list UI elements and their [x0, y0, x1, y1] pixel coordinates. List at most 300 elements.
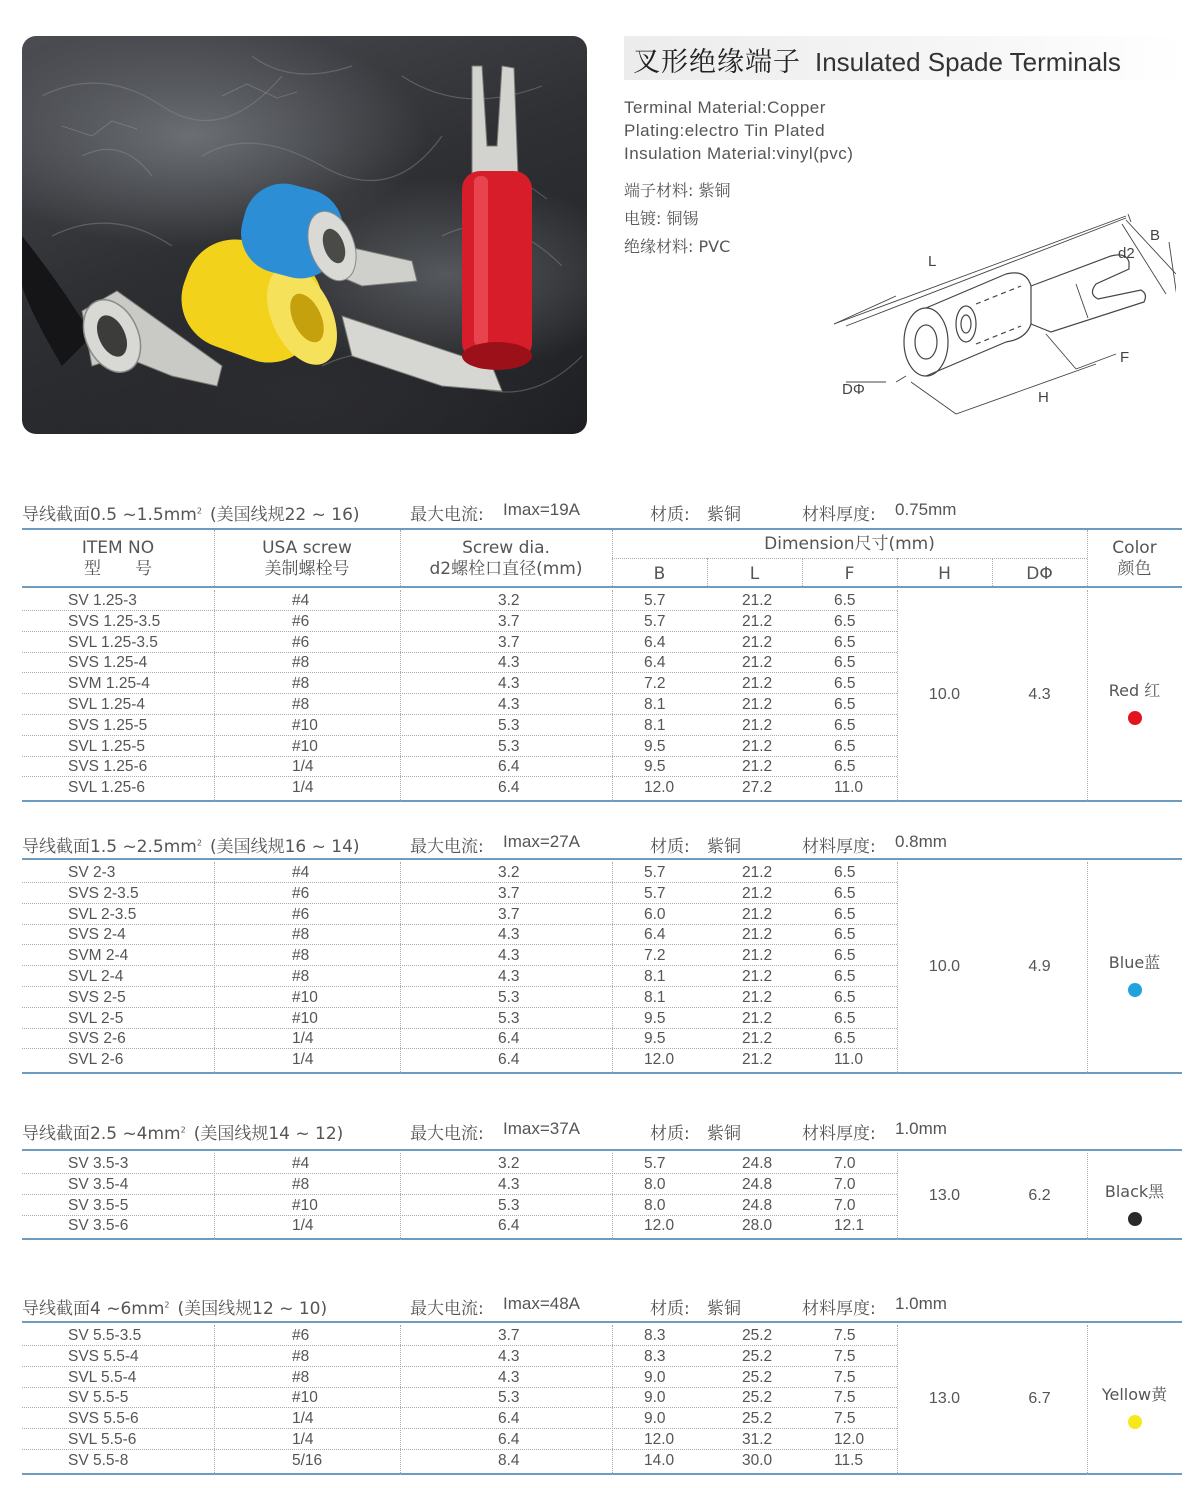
- item-no: SV 2-3: [68, 864, 116, 881]
- thickness-value: 0.75mm: [895, 500, 957, 519]
- spec-insulation: Insulation Material:vinyl(pvc): [624, 144, 854, 163]
- header-col-H: [897, 564, 992, 585]
- table-row: [22, 1215, 897, 1236]
- usa-screw: #8: [292, 675, 310, 693]
- material-value: 紫铜: [707, 837, 741, 857]
- dim-B: 8.3: [644, 1347, 666, 1365]
- screw-dia: 5.3: [498, 737, 520, 755]
- item-no: SVS 2-4: [68, 926, 126, 944]
- table-row: [22, 924, 897, 945]
- divider: [897, 558, 898, 586]
- usa-screw: #4: [292, 1155, 310, 1172]
- dim-B: 7.2: [644, 675, 666, 693]
- screw-dia: 4.3: [498, 696, 520, 713]
- current-label: 最大电流:: [410, 505, 484, 525]
- label-d2: d2: [1118, 245, 1135, 262]
- usa-screw: #8: [292, 926, 310, 944]
- dim-L: 24.8: [742, 1175, 773, 1193]
- dim-F: 6.5: [834, 926, 856, 944]
- screw-dia: 6.4: [498, 1431, 520, 1448]
- dim-B: 6.4: [644, 654, 666, 672]
- usa-screw: #10: [292, 1389, 318, 1407]
- header-col-D: [992, 564, 1087, 585]
- wire-size-text: 导线截面1.5 ~2.5mm: [22, 837, 197, 857]
- dim-B: 8.1: [644, 716, 666, 734]
- dim-L: 21.2: [742, 696, 773, 713]
- dim-B: 8.1: [644, 988, 666, 1006]
- dim-F: 6.5: [834, 1009, 856, 1027]
- divider: [707, 558, 708, 586]
- item-no: SVS 2-5: [68, 988, 126, 1006]
- table-row: [22, 1325, 897, 1346]
- thickness-label: 材料厚度:: [802, 1124, 876, 1144]
- dim-B: 5.7: [644, 884, 666, 902]
- label-D: DΦ: [842, 381, 865, 398]
- screw-dia: 3.2: [498, 864, 520, 881]
- usa-screw: 1/4: [292, 1410, 314, 1428]
- dim-L: 24.8: [742, 1155, 773, 1172]
- dim-F: 7.0: [834, 1175, 856, 1193]
- product-photo: [22, 36, 587, 434]
- dim-L: 21.2: [742, 758, 773, 776]
- dim-B: 9.0: [644, 1389, 666, 1407]
- screw-dia: 6.4: [498, 1030, 520, 1048]
- dim-F: 6.5: [834, 737, 856, 755]
- screw-dia: 4.3: [498, 926, 520, 944]
- item-no: SVS 1.25-5: [68, 716, 148, 734]
- dim-L: 21.2: [742, 716, 773, 734]
- dim-F: 6.5: [834, 716, 856, 734]
- screw-dia: 3.2: [498, 592, 520, 609]
- usa-screw: #10: [292, 988, 318, 1006]
- dim-F: 6.5: [834, 675, 856, 693]
- section-header: [22, 1119, 1182, 1145]
- header-color: [1087, 538, 1182, 580]
- header-screw-dia-line: d2螺栓口直径(mm): [429, 559, 583, 579]
- table-row: [22, 1346, 897, 1367]
- header-color-line: Color: [1112, 538, 1157, 558]
- dim-F: 6.5: [834, 758, 856, 776]
- dim-F: 6.5: [834, 905, 856, 923]
- usa-screw: #10: [292, 737, 318, 755]
- item-no: SVL 2-4: [68, 968, 124, 985]
- dim-L: 21.2: [742, 864, 773, 881]
- dim-L: 25.2: [742, 1410, 773, 1428]
- dim-F: 6.5: [834, 968, 856, 985]
- dim-B: 9.0: [644, 1368, 666, 1386]
- table-body: [22, 590, 1182, 802]
- thickness-label: 材料厚度:: [802, 1299, 876, 1319]
- item-no: SVS 2-6: [68, 1030, 126, 1048]
- screw-dia: 4.3: [498, 968, 520, 985]
- spec-cn-plating: 电镀: 铜锡: [624, 209, 699, 228]
- table-row: [22, 1153, 897, 1174]
- dim-L: 21.2: [742, 905, 773, 923]
- awg-range: (美国线规22 ~ 16): [209, 505, 360, 525]
- current-label: 最大电流:: [410, 1299, 484, 1319]
- color-dot: [1128, 1212, 1142, 1226]
- dim-L: 25.2: [742, 1368, 773, 1386]
- table-row: [22, 736, 897, 757]
- dim-L: 21.2: [742, 988, 773, 1006]
- dim-L: 21.2: [742, 633, 773, 651]
- usa-screw: #8: [292, 1368, 310, 1386]
- item-no: SVL 2-6: [68, 1051, 124, 1069]
- material-value: 紫铜: [707, 505, 741, 525]
- usa-screw: #10: [292, 716, 318, 734]
- dim-B: 8.0: [644, 1175, 666, 1193]
- dim-F: 6.5: [834, 884, 856, 902]
- header-screw-dia: [400, 538, 612, 580]
- screw-dia: 8.4: [498, 1451, 520, 1469]
- dim-D: 6.7: [1028, 1389, 1051, 1407]
- title-en: Insulated Spade Terminals: [815, 47, 1121, 77]
- divider: [1087, 530, 1088, 586]
- section-header: [22, 500, 1182, 526]
- item-no: SV 5.5-5: [68, 1389, 129, 1407]
- color-label: Yellow黄: [1101, 1384, 1168, 1404]
- item-no: SVS 5.5-4: [68, 1347, 139, 1365]
- table-body: [22, 1325, 1182, 1475]
- dim-H: 10.0: [928, 958, 961, 975]
- title-cn: 叉形绝缘端子: [633, 47, 801, 78]
- spec-table: [22, 858, 1182, 1074]
- usa-screw: #6: [292, 612, 310, 630]
- dim-F: 11.0: [834, 779, 864, 797]
- screw-dia: 5.3: [498, 1389, 520, 1407]
- dim-B: 9.0: [644, 1410, 666, 1428]
- spec-table: [22, 528, 1182, 802]
- dim-L: 21.2: [742, 675, 773, 693]
- screw-dia: 6.4: [498, 1410, 520, 1428]
- dim-F: 7.0: [834, 1155, 856, 1172]
- usa-screw: #8: [292, 1175, 310, 1193]
- color-dot: [1128, 983, 1142, 997]
- item-no: SV 3.5-6: [68, 1217, 129, 1235]
- thickness-value: 1.0mm: [895, 1119, 947, 1138]
- dim-B: 8.1: [644, 696, 666, 713]
- header-col-D-line: DΦ: [1026, 564, 1053, 584]
- section-header: [22, 1294, 1182, 1320]
- screw-dia: 3.7: [498, 612, 520, 630]
- header-col-B-line: B: [653, 564, 666, 584]
- color-dot: [1128, 1415, 1142, 1429]
- usa-screw: #4: [292, 864, 310, 881]
- screw-dia: 6.4: [498, 1217, 520, 1235]
- dim-B: 6.4: [644, 926, 666, 944]
- dim-B: 14.0: [644, 1451, 675, 1469]
- dim-B: 12.0: [644, 1431, 675, 1448]
- item-no: SV 5.5-8: [68, 1451, 129, 1469]
- usa-screw: 1/4: [292, 1431, 314, 1448]
- table-row: [22, 590, 897, 611]
- table-row: [22, 673, 897, 694]
- wire-size-superscript: 2: [180, 1125, 186, 1135]
- dim-F: 6.5: [834, 988, 856, 1006]
- item-no: SV 3.5-5: [68, 1196, 129, 1214]
- dim-F: 6.5: [834, 864, 856, 881]
- dim-L: 25.2: [742, 1327, 773, 1344]
- dim-F: 6.5: [834, 947, 856, 965]
- dim-L: 31.2: [742, 1431, 773, 1448]
- usa-screw: 1/4: [292, 779, 314, 797]
- dim-H: 10.0: [928, 686, 961, 703]
- usa-screw: #6: [292, 633, 310, 651]
- spec-plating: Plating:electro Tin Plated: [624, 121, 826, 140]
- table-row: [22, 904, 897, 925]
- dim-L: 21.2: [742, 1051, 773, 1069]
- table-body: [22, 1153, 1182, 1240]
- item-no: SVM 2-4: [68, 947, 129, 965]
- item-no: SVL 5.5-4: [68, 1368, 137, 1386]
- dim-B: 6.0: [644, 905, 666, 923]
- screw-dia: 3.7: [498, 1327, 520, 1344]
- dim-F: 6.5: [834, 633, 856, 651]
- wire-size: [22, 832, 360, 857]
- table-row: [22, 862, 897, 883]
- dim-B: 6.4: [644, 633, 666, 651]
- table-header: [22, 530, 1182, 588]
- table-row: [22, 1174, 897, 1195]
- label-F: F: [1120, 349, 1130, 366]
- screw-dia: 5.3: [498, 1196, 520, 1214]
- dim-B: 5.7: [644, 864, 666, 881]
- table-row: [22, 652, 897, 673]
- header-item-no: [22, 538, 214, 580]
- header-col-L-line: L: [749, 564, 760, 584]
- table-row: [22, 987, 897, 1008]
- dim-F: 12.1: [834, 1217, 865, 1235]
- header-item-no-line: 型 号: [84, 559, 152, 579]
- color-cell: [1087, 678, 1182, 725]
- usa-screw: #8: [292, 1347, 310, 1365]
- dim-B: 7.2: [644, 947, 666, 965]
- dim-B: 12.0: [644, 1051, 675, 1069]
- table-body: [22, 862, 1182, 1074]
- color-label: Black黑: [1104, 1181, 1165, 1201]
- color-cell: [1087, 950, 1182, 997]
- dim-L: 24.8: [742, 1196, 773, 1214]
- table-row: [22, 966, 897, 987]
- table-row: [22, 777, 897, 798]
- dim-L: 25.2: [742, 1347, 773, 1365]
- material-label: 材质:: [650, 505, 690, 525]
- header-col-F-line: F: [844, 564, 855, 584]
- material-label: 材质:: [650, 1124, 690, 1144]
- usa-screw: #4: [292, 592, 310, 609]
- dim-B: 5.7: [644, 1155, 666, 1172]
- screw-dia: 6.4: [498, 758, 520, 776]
- dim-F: 7.5: [834, 1389, 856, 1407]
- screw-dia: 4.3: [498, 1347, 520, 1365]
- header-usa-screw-line: 美制螺栓号: [264, 559, 350, 579]
- dim-L: 21.2: [742, 968, 773, 985]
- screw-dia: 5.3: [498, 1009, 520, 1027]
- table-row: [22, 1028, 897, 1049]
- wire-size: [22, 1294, 327, 1319]
- screw-dia: 6.4: [498, 779, 520, 797]
- item-no: SVL 2-3.5: [68, 905, 137, 923]
- header-color-line: 颜色: [1117, 559, 1152, 579]
- item-no: SV 3.5-3: [68, 1155, 129, 1172]
- usa-screw: #8: [292, 696, 310, 713]
- terminals-illustration: [22, 36, 587, 434]
- color-label: Blue蓝: [1108, 953, 1161, 972]
- material-value: 紫铜: [707, 1299, 741, 1319]
- header-usa-screw: [214, 538, 400, 580]
- dim-F: 11.0: [834, 1051, 864, 1069]
- table-row: [22, 715, 897, 736]
- awg-range: (美国线规14 ~ 12): [193, 1124, 344, 1144]
- usa-screw: #6: [292, 884, 310, 902]
- item-no: SV 1.25-3: [68, 592, 137, 609]
- table-row: [22, 945, 897, 966]
- item-no: SVL 1.25-3.5: [68, 633, 158, 651]
- item-no: SVS 1.25-6: [68, 758, 148, 776]
- dim-L: 21.2: [742, 1030, 773, 1048]
- divider: [612, 558, 1087, 559]
- table-row: [22, 883, 897, 904]
- usa-screw: #8: [292, 654, 310, 672]
- screw-dia: 3.7: [498, 905, 520, 923]
- screw-dia: 3.2: [498, 1155, 520, 1172]
- dim-L: 30.0: [742, 1451, 773, 1469]
- dim-D: 4.9: [1028, 958, 1051, 975]
- item-no: SVL 1.25-6: [68, 779, 145, 797]
- awg-range: (美国线规12 ~ 10): [177, 1299, 328, 1319]
- screw-dia: 4.3: [498, 1368, 520, 1386]
- table-row: [22, 632, 897, 653]
- dim-F: 6.5: [834, 1030, 856, 1048]
- item-no: SVM 1.25-4: [68, 675, 150, 693]
- wire-size-text: 导线截面4 ~6mm: [22, 1299, 165, 1319]
- dim-H: 13.0: [928, 1186, 961, 1204]
- dim-L: 21.2: [742, 926, 773, 944]
- divider: [400, 530, 401, 586]
- color-cell: [1087, 1179, 1182, 1226]
- material-label: 材质:: [650, 837, 690, 857]
- dim-B: 8.0: [644, 1196, 666, 1214]
- thickness-value: 0.8mm: [895, 832, 947, 851]
- dim-F: 11.5: [834, 1451, 864, 1469]
- screw-dia: 4.3: [498, 947, 520, 965]
- current-value: Imax=37A: [503, 1119, 581, 1138]
- dim-L: 28.0: [742, 1217, 773, 1235]
- usa-screw: #6: [292, 1327, 310, 1344]
- current-label: 最大电流:: [410, 837, 484, 857]
- dim-H: 13.0: [928, 1389, 961, 1407]
- current-label: 最大电流:: [410, 1124, 484, 1144]
- header-item-no-line: ITEM NO: [81, 538, 155, 558]
- thickness-label: 材料厚度:: [802, 837, 876, 857]
- table-row: [22, 694, 897, 715]
- dim-F: 6.5: [834, 696, 856, 713]
- label-H: H: [1038, 389, 1049, 406]
- item-no: SV 5.5-3.5: [68, 1327, 142, 1344]
- spec-cn-terminal-material: 端子材料: 紫铜: [624, 181, 731, 200]
- wire-size-superscript: 2: [196, 506, 202, 516]
- divider: [992, 558, 993, 586]
- header-dimension: [612, 534, 1087, 555]
- header-usa-screw-line: USA screw: [262, 538, 352, 558]
- item-no: SV 3.5-4: [68, 1175, 129, 1193]
- color-cell: [1087, 1382, 1182, 1429]
- dim-F: 6.5: [834, 592, 856, 609]
- dim-B: 9.5: [644, 737, 666, 755]
- table-row: [22, 1049, 897, 1070]
- dim-D: 4.3: [1028, 686, 1051, 703]
- dim-L: 21.2: [742, 612, 773, 630]
- label-B: B: [1150, 227, 1161, 244]
- screw-dia: 4.3: [498, 1175, 520, 1193]
- spec-cn-insulation: 绝缘材料: PVC: [624, 237, 731, 256]
- dim-B: 12.0: [644, 779, 675, 797]
- table-row: [22, 1387, 897, 1408]
- table-row: [22, 1195, 897, 1216]
- dim-B: 9.5: [644, 1009, 666, 1027]
- dim-L: 27.2: [742, 779, 773, 797]
- section-header: [22, 832, 1182, 858]
- header-col-L: [707, 564, 802, 585]
- wire-size-text: 导线截面2.5 ~4mm: [22, 1124, 181, 1144]
- dim-B: 12.0: [644, 1217, 675, 1235]
- screw-dia: 4.3: [498, 654, 520, 672]
- usa-screw: #8: [292, 947, 310, 965]
- wire-size-superscript: 2: [164, 1300, 170, 1310]
- usa-screw: #8: [292, 968, 310, 985]
- screw-dia: 6.4: [498, 1051, 520, 1069]
- item-no: SVS 1.25-3.5: [68, 612, 161, 630]
- screw-dia: 4.3: [498, 675, 520, 693]
- usa-screw: 1/4: [292, 1030, 314, 1048]
- page-title: [633, 40, 1121, 79]
- thickness-label: 材料厚度:: [802, 505, 876, 525]
- dim-F: 6.5: [834, 612, 856, 630]
- usa-screw: #10: [292, 1009, 318, 1027]
- dim-F: 12.0: [834, 1431, 865, 1448]
- dim-F: 6.5: [834, 654, 856, 672]
- dim-L: 21.2: [742, 654, 773, 672]
- item-no: SVL 5.5-6: [68, 1431, 137, 1448]
- dim-F: 7.5: [834, 1327, 856, 1344]
- spec-table: [22, 1321, 1182, 1475]
- wire-size-superscript: 2: [196, 838, 202, 848]
- dim-B: 9.5: [644, 758, 666, 776]
- dim-F: 7.0: [834, 1196, 856, 1214]
- wire-size: [22, 1119, 343, 1144]
- label-L: L: [928, 253, 937, 270]
- table-row: [22, 1008, 897, 1029]
- screw-dia: 5.3: [498, 716, 520, 734]
- divider: [802, 558, 803, 586]
- dim-B: 9.5: [644, 1030, 666, 1048]
- item-no: SVS 2-3.5: [68, 884, 139, 902]
- table-row: [22, 1408, 897, 1429]
- barrel-end: [904, 308, 948, 376]
- color-dot: [1128, 711, 1142, 725]
- dim-L: 21.2: [742, 592, 773, 609]
- dim-F: 7.5: [834, 1410, 856, 1428]
- screw-dia: 5.3: [498, 988, 520, 1006]
- table-row: [22, 611, 897, 632]
- dim-L: 21.2: [742, 884, 773, 902]
- dim-B: 8.1: [644, 968, 666, 985]
- header-dimension-line: Dimension尺寸(mm): [764, 534, 935, 554]
- current-value: Imax=19A: [503, 500, 581, 519]
- dim-F: 7.5: [834, 1347, 856, 1365]
- dim-D: 6.2: [1028, 1186, 1051, 1204]
- screw-dia: 3.7: [498, 633, 520, 651]
